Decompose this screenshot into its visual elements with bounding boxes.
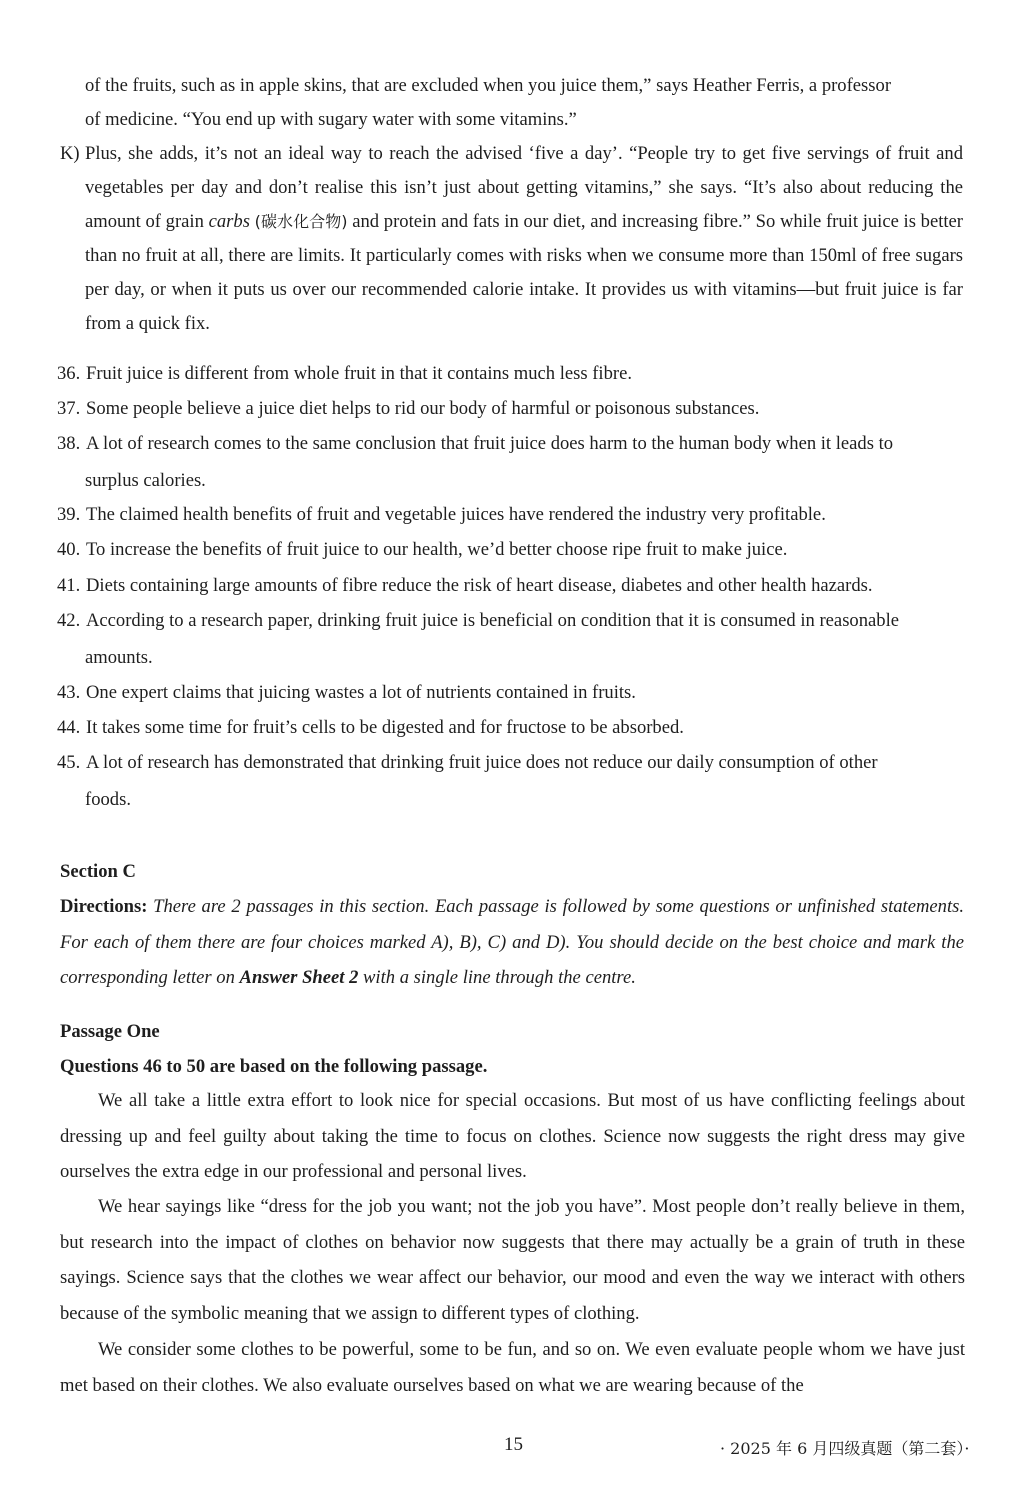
statement-number: 44. <box>57 717 81 738</box>
statement-number: 42. <box>57 610 81 631</box>
statement-text: Some people believe a juice diet helps to rid our body of harmful or poisonous substances. <box>86 398 760 419</box>
answer-sheet-reference: Answer Sheet 2 <box>239 967 359 988</box>
passage-paragraph: We consider some clothes to be powerful, some to be fun, and so on. We even evaluate people whom we have just met based on their clothes. We also evaluate ourselves based on what we are wearing because of the <box>60 1339 965 1396</box>
directions-text: There are 2 passages in this section. Each passage is followed by some questions or unfinished statements. For each of them there are four choices marked A), B), C) and D). You should decide on the best choice and mark the corresponding letter on <box>60 896 964 988</box>
passage-paragraph: We all take a little extra effort to look nice for special occasions. But most of us have conflicting feelings about dressing up and feel guilty about taking the time to focus on clothes. Science now suggests the right dress may give ourselves the extra edge in our professional and personal lives. <box>60 1090 965 1182</box>
statement-continuation: surplus calories. <box>85 470 206 491</box>
statement-text: According to a research paper, drinking fruit juice is beneficial on condition that it is consumed in reasonable <box>86 610 899 631</box>
paragraph-k-text-1: Plus, she adds, it’s not an ideal way to reach the advised ‘five a day’. “People try to get five servings of fruit and vegetables per day and don’t realise this isn’t just about getting vitamins,” she says. “It’s also about reducing the amount of grain <box>85 143 963 232</box>
statement-44 <box>57 710 964 746</box>
section-c-directions <box>60 889 964 996</box>
statement-text: Fruit juice is different from whole fruit in that it contains much less fibre. <box>86 363 632 384</box>
passage-paragraph: We hear sayings like “dress for the job you want; not the job you have”. Most people don’t really believe in them, but research into the impact of clothes on behavior now suggests that there may actually be a grain of truth in these sayings. Science says that the clothes we wear affect our behavior, our mood and even the way we interact with others because of the symbolic meaning that we assign to different types of clothing. <box>60 1196 965 1324</box>
exam-label: · 2025 年 6 月四级真题（第二套）· <box>720 1439 970 1458</box>
statement-number: 41. <box>57 575 81 596</box>
statement-number: 37. <box>57 398 81 419</box>
statement-text: To increase the benefits of fruit juice to our health, we’d better choose ripe fruit to make juice. <box>86 539 788 560</box>
statement-number: 40. <box>57 539 81 560</box>
paragraph-k-label: K) <box>60 143 80 164</box>
statement-continuation: amounts. <box>85 647 153 668</box>
statement-number: 38. <box>57 433 81 454</box>
paragraph-k <box>85 137 963 341</box>
statement-number: 45. <box>57 752 81 773</box>
term-carbs-chinese: (碳水化合物) <box>254 212 348 231</box>
statement-text: The claimed health benefits of fruit and vegetable juices have rendered the industry very profitable. <box>86 504 826 525</box>
paragraph-j-continuation <box>85 69 963 137</box>
statement-text: A lot of research has demonstrated that drinking fruit juice does not reduce our daily consumption of other <box>86 752 878 773</box>
statement-text: One expert claims that juicing wastes a lot of nutrients contained in fruits. <box>86 682 636 703</box>
directions-text-end: with a single line through the centre. <box>358 967 636 988</box>
statement-37 <box>57 391 964 427</box>
statement-number: 36. <box>57 363 81 384</box>
paragraph-line: of medicine. “You end up with sugary water with some vitamins.” <box>85 109 577 130</box>
statement-text: A lot of research comes to the same conclusion that fruit juice does harm to the human body when it leads to <box>86 433 894 454</box>
statement-number: 39. <box>57 504 81 525</box>
passage-questions-range: Questions 46 to 50 are based on the following passage. <box>60 1056 488 1077</box>
passage-one-title: Passage One <box>60 1021 160 1042</box>
statement-40 <box>57 532 964 568</box>
paragraph-k-text-2: and protein and fats in our diet, and increasing fibre.” So while fruit juice is better than no fruit at all, there are limits. It particularly comes with risks when we consume more than 150ml of free sugars per day, or when it puts us over our recommended calorie intake. It provides us with vitamins—but fruit juice is far from a quick fix. <box>85 211 963 334</box>
statement-41 <box>57 568 964 604</box>
paragraph-line: of the fruits, such as in apple skins, that are excluded when you juice them,” says Heather Ferris, a professor <box>85 75 892 96</box>
statement-36 <box>57 356 964 392</box>
statement-text: Diets containing large amounts of fibre reduce the risk of heart disease, diabetes and other health hazards. <box>86 575 873 596</box>
statement-continuation: foods. <box>85 789 131 810</box>
statement-number: 43. <box>57 682 81 703</box>
statement-43 <box>57 675 964 711</box>
directions-label: Directions: <box>60 896 148 917</box>
section-c-title: Section C <box>60 861 136 882</box>
statement-45 <box>57 745 964 810</box>
statement-42 <box>57 603 964 668</box>
statement-38 <box>57 426 964 491</box>
statement-text: It takes some time for fruit’s cells to be digested and for fructose to be absorbed. <box>86 717 684 738</box>
statement-39 <box>57 497 964 533</box>
page-number: 15 <box>504 1434 523 1455</box>
term-carbs: carbs <box>208 211 250 232</box>
